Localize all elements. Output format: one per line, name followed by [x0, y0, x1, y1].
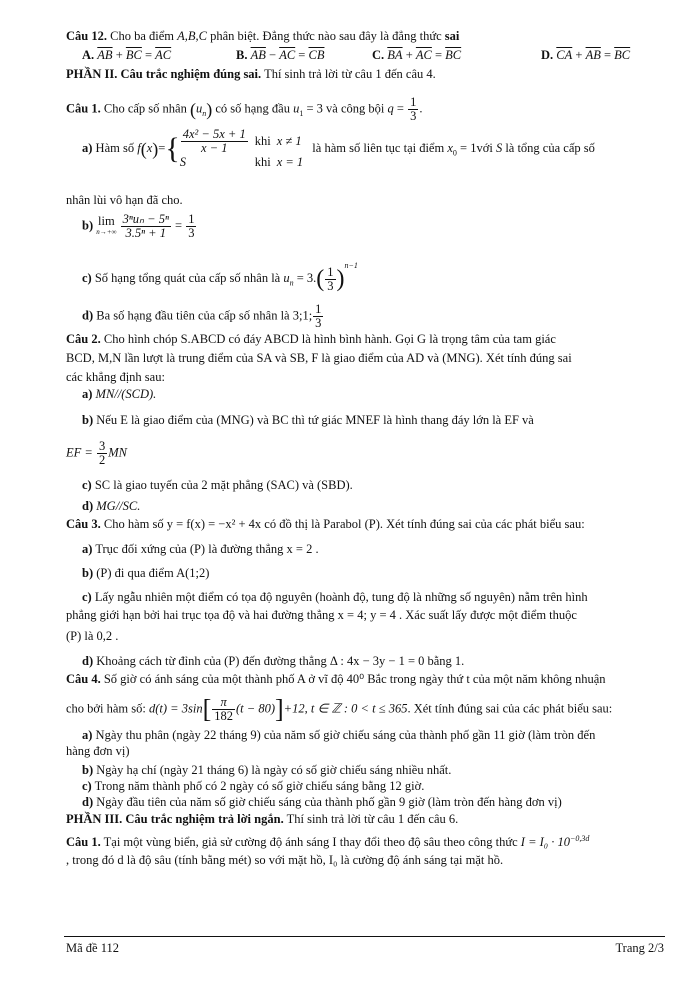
- item-label: d): [82, 499, 94, 513]
- part3-title: PHẦN III. Câu trắc nghiệm trả lời ngắn.: [66, 812, 284, 826]
- vec: $\overline{AC}$: [415, 48, 432, 62]
- q12-option-b: [236, 47, 324, 63]
- math: EF =: [66, 445, 96, 460]
- math: f: [137, 140, 141, 155]
- c3-label: Câu 3.: [66, 517, 101, 531]
- q12-points: A,B,C: [177, 29, 207, 43]
- vec: $\overline{BC}$: [614, 48, 631, 62]
- op: =: [600, 48, 615, 62]
- option-key: A.: [82, 48, 95, 62]
- text: Ba số hạng đầu tiên của cấp số nhân là: [93, 308, 293, 323]
- text: với: [476, 140, 496, 155]
- fraction: $\frac{1}{3}$: [188, 212, 195, 240]
- text: cho bởi hàm số:: [66, 701, 149, 716]
- fraction: $\frac{3}{2}$: [98, 439, 106, 467]
- math: 3;1;: [292, 308, 313, 323]
- vec: $\overline{BC}$: [445, 48, 462, 62]
- vec: $\overline{BA}$: [387, 48, 403, 62]
- q12-emph: sai: [444, 29, 460, 43]
- text: . Xét tính đúng sai của các phát biểu sau:: [407, 701, 613, 716]
- q12-stem: [66, 28, 459, 44]
- text: (P) đi qua điểm A(1;2): [93, 566, 210, 580]
- fraction: $\frac{1}{3}$: [315, 302, 322, 330]
- math: (t − 80): [236, 701, 275, 716]
- q12-option-c: [372, 47, 461, 63]
- c4-b: [82, 762, 451, 778]
- part2-title: PHẦN II. Câu trắc nghiệm đúng sai.: [66, 67, 262, 81]
- text: Ngày hạ chí (ngày 21 tháng 6) là ngày có số giờ chiếu sáng nhiều nhất.: [93, 763, 452, 777]
- c1-c: c) Số hạng tổng quát của cấp số nhân là $u_n = 3$.( $\frac{1}{3}$ )$^{n-1}$: [82, 261, 358, 293]
- math: u: [195, 101, 203, 116]
- math: u: [283, 271, 290, 285]
- text: có số hạng đầu: [212, 101, 294, 116]
- part2-heading: [66, 66, 436, 82]
- text: Hàm số: [92, 140, 138, 155]
- p3c1-label: Câu 1.: [66, 835, 101, 850]
- c3-c-cont-2: (P) là 0,2 .: [66, 629, 119, 643]
- fraction: $\frac{\pi}{182}$: [214, 695, 233, 723]
- q12-text2: phân biệt. Đẳng thức nào sau đây là đẳng thức: [206, 29, 445, 43]
- item-label: a): [82, 387, 93, 401]
- c2-c: [82, 477, 353, 493]
- c3-stem: [66, 516, 585, 532]
- c3-a: [82, 541, 319, 557]
- fraction: $\frac{1}{3}$: [410, 95, 417, 123]
- option-key: C.: [372, 48, 385, 62]
- exponent: n−1: [344, 261, 358, 270]
- q12-option-a: [82, 47, 171, 63]
- op: =: [295, 48, 309, 62]
- math: = 3: [303, 101, 323, 116]
- op: +: [402, 48, 416, 62]
- exponent: −0,3d: [570, 834, 590, 843]
- c2-a: [82, 386, 156, 402]
- item-label: d): [82, 654, 94, 668]
- item-label: a): [82, 728, 93, 742]
- text: là hàm số liên tục tại điểm: [309, 140, 448, 155]
- p3c1-stem-1: [66, 831, 589, 850]
- vec: $\overline{AB}$: [250, 48, 266, 62]
- math: +12, t ∈ ℤ : 0 < t ≤ 365: [283, 701, 408, 716]
- text: Số hạng tổng quát của cấp số nhân là: [91, 271, 284, 285]
- text: Ngày đầu tiên của năm số giờ chiếu sáng của thành phố gần 9 giờ (làm tròn đến hàng đơn vị): [93, 795, 562, 809]
- text: là tổng của cấp số: [502, 140, 595, 155]
- q12-option-d: [541, 47, 630, 63]
- item-label: b): [82, 413, 94, 427]
- math: = 3.: [293, 271, 317, 285]
- text: Trong năm thành phố có 2 ngày có số giờ chiếu sáng bằng 12 giờ.: [91, 779, 425, 793]
- q12-label: Câu 12.: [66, 29, 107, 43]
- part2-desc: Thí sinh trả lời từ câu 1 đến câu 4.: [261, 67, 436, 81]
- item-label: b): [82, 763, 94, 777]
- c3-c: [82, 589, 588, 605]
- math: =: [393, 101, 408, 116]
- vec: $\overline{AC}$: [155, 48, 172, 62]
- c3-d: [82, 653, 464, 669]
- c4-label: Câu 4.: [66, 672, 101, 686]
- math: S: [495, 140, 503, 155]
- q12-text: Cho ba điểm: [106, 29, 178, 43]
- part3-desc: Thí sinh trả lời từ câu 1 đến câu 6.: [283, 812, 459, 826]
- math: I = I₀ · 10: [520, 835, 571, 850]
- c2-b: [82, 412, 534, 428]
- item-label: a): [82, 542, 93, 556]
- fraction: $\frac{1}{3}$: [327, 264, 334, 293]
- c2-label: Câu 2.: [66, 332, 101, 346]
- text: Số giờ có ánh sáng của một thành phố A ở vĩ độ 40⁰ Bắc trong ngày thứ t của một năm không nhuận: [100, 672, 606, 686]
- text: Ngày thu phân (ngày 22 tháng 9) của năm số giờ chiếu sáng của thành phố gần 11 giờ (làm tròn đến: [92, 728, 596, 742]
- c3-c-cont-1: phẳng giới hạn bởi hai trục tọa độ và hai đường thẳng x = 4; y = 4 . Xác suất lấy được một điểm thuộc: [66, 608, 577, 622]
- c2-stem-2: BCD, M,N lần lượt là trung điểm của SA và SB, F là giao điểm của AD và (MNG). Xét tính đúng sai: [66, 351, 572, 365]
- item-label: b): [82, 566, 94, 580]
- item-label: d): [82, 795, 94, 809]
- vec: $\overline{CA}$: [556, 48, 573, 62]
- vec: $\overline{AC}$: [279, 48, 296, 62]
- text: Nếu E là giao điểm của (MNG) và BC thì tứ giác MNEF là hình thang đáy lớn là EF và: [93, 413, 534, 427]
- text: MG//SC.: [93, 499, 141, 513]
- math: q: [387, 101, 394, 116]
- c1-a-cont: nhân lùi vô hạn đã cho.: [66, 193, 183, 207]
- text: MN//(SCD).: [92, 387, 157, 401]
- item-label: c): [82, 779, 92, 793]
- item-label: a): [82, 140, 93, 155]
- c2-b-cont: [66, 440, 127, 467]
- exam-code: Mã đề 112: [66, 941, 119, 955]
- math: x: [146, 140, 153, 155]
- text: Trục đối xứng của (P) là đường thẳng x = 2 .: [92, 542, 319, 556]
- c4-d: [82, 794, 562, 810]
- vec: $\overline{AB}$: [585, 48, 601, 62]
- text: Tại một vùng biển, giả sử cường độ ánh sáng I thay đổi theo độ sâu theo công thức: [100, 835, 521, 850]
- vec: $\overline{BC}$: [125, 48, 142, 62]
- page-number: Trang 2/3: [615, 941, 664, 955]
- item-label: d): [82, 308, 94, 323]
- c2-stem-1: [66, 331, 556, 347]
- text: Cho cấp số nhân: [100, 101, 190, 116]
- c1-b: b) lim n→+∞ $\frac{\text{3ⁿuₙ − 5ⁿ}}{\text{3.5ⁿ + 1}}$ = $\frac{1}{3}$: [82, 212, 195, 240]
- vec: $\overline{AB}$: [97, 48, 113, 62]
- math: u: [293, 101, 300, 116]
- text: Cho hàm số y = f(x) = −x² + 4x có đồ thị là Parabol (P). Xét tính đúng sai của các phát biểu sau:: [100, 517, 585, 531]
- math: MN: [108, 445, 127, 460]
- op: =: [431, 48, 446, 62]
- math: d(t) = 3sin: [149, 701, 203, 716]
- c4-stem-2: cho bởi hàm số: d(t) = 3sin[ $\frac{\pi}{182}$ (t − 80)]+12, t ∈ ℤ : 0 < t ≤ 365. Xét tính đúng sai của các phát biểu sau:: [66, 694, 613, 724]
- op: +: [112, 48, 126, 62]
- item-label: b): [82, 218, 94, 233]
- text: và công bội: [322, 101, 388, 116]
- op: =: [141, 48, 156, 62]
- part3-heading: [66, 811, 458, 827]
- text: Khoảng cách từ đỉnh của (P) đến đường thẳng Δ : 4x − 3y − 1 = 0 bằng 1.: [93, 654, 465, 668]
- c1-a: a) Hàm số f(x)={ $\frac{\text{4x² − 5x + 1}}{x - 1}$ khi x ≠ 1 S khi x = 1 là hàm số liên tục tại điểm $x_0$ = 1với S là tổng của cấp số: [82, 127, 595, 169]
- p3c1-stem-2: , trong đó d là độ sâu (tính bằng mét) so với mặt hồ, I₀ là cường độ ánh sáng tại mặt hồ.: [66, 853, 504, 867]
- c2-stem-3: các khẳng định sau:: [66, 370, 165, 384]
- limit: lim n→+∞: [96, 213, 117, 236]
- op: +: [572, 48, 586, 62]
- fraction: $\frac{\text{3ⁿuₙ − 5ⁿ}}{\text{3.5ⁿ + 1}}$: [122, 212, 169, 240]
- math: = 1: [456, 140, 477, 155]
- item-label: c): [82, 271, 92, 285]
- c1-label: Câu 1.: [66, 101, 101, 116]
- vec: $\overline{CB}$: [308, 48, 325, 62]
- item-label: c): [82, 478, 92, 492]
- text: SC là giao tuyến của 2 mặt phẳng (SAC) và (SBD).: [91, 478, 353, 492]
- text: Cho hình chóp S.ABCD có đáy ABCD là hình bình hành. Gọi G là trọng tâm của tam giác: [100, 332, 556, 346]
- c4-c: [82, 778, 424, 794]
- math: x: [447, 140, 453, 155]
- piecewise-function: $\frac{\text{4x² − 5x + 1}}{x - 1}$ khi x ≠ 1 S khi x = 1: [179, 127, 304, 169]
- op: −: [265, 48, 280, 62]
- option-key: D.: [541, 48, 554, 62]
- c1-d: [82, 303, 324, 330]
- footer-divider: [64, 936, 665, 937]
- text: Lấy ngẫu nhiên một điểm có tọa độ nguyên (hoành độ, tung độ là những số nguyên) nằm trên hình: [91, 590, 588, 604]
- item-label: c): [82, 590, 92, 604]
- c1-stem: Câu 1. Cho cấp số nhân $(u_n)$ có số hạng đầu $u_1 = 3$ và công bội q = $\frac{1}{3}$ .: [66, 95, 423, 123]
- c4-a-cont: hàng đơn vị): [66, 744, 130, 758]
- c4-a: [82, 727, 595, 743]
- c4-stem-1: [66, 671, 606, 687]
- option-key: B.: [236, 48, 248, 62]
- c3-b: [82, 565, 209, 581]
- c2-d: [82, 498, 140, 514]
